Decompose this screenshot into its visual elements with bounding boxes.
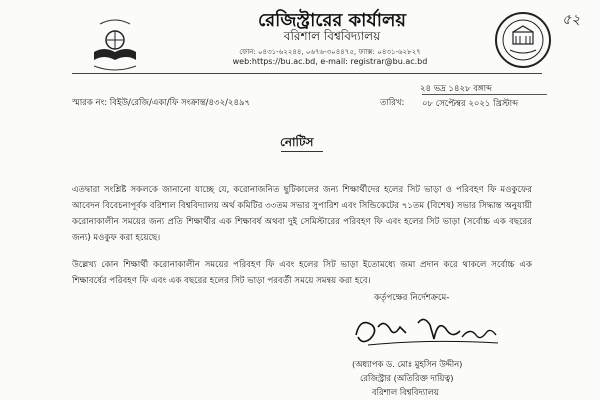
university-seal-icon xyxy=(492,10,554,70)
by-order-line: কর্তৃপক্ষের নির্দেশক্রমে- xyxy=(374,293,450,303)
ref-label: স্মারক নং: xyxy=(72,98,108,108)
signatory-role: রেজিস্ট্রার (অতিরিক্ত দায়িত্ব) xyxy=(360,373,454,383)
reference-number xyxy=(72,96,250,110)
signatory-university: বরিশাল বিশ্ববিদ্যালয় xyxy=(372,387,439,397)
handwritten-signature-icon xyxy=(348,305,508,353)
notice-paragraph-1: এতদ্বারা সংশ্লিষ্ট সকলকে জানানো যাচ্ছে যে, করোনাজনিত ছুটিকালের জন্য শিক্ষার্থীদের হলের সিট ভাড়া ও পরিবহণ ফি মওকুফের আবেদন বিবেচনাপূর্বক বরিশাল বিশ্ববিদ্যালয় অর্থ কমিটির ৩৩তম সভার সুপারিশ এবং সিন্ডিকেটের ৭১তম (বিশেষ) সভার সিদ্ধান্ত অনুযায়ী করোনাকালীন সময়ের জন্য প্রতি শিক্ষার্থীর এক শিক্ষাবর্ষ অথবা দুই সেমিস্টারের পরিবহণ ফি এবং হলের সিট ভাড়া (সর্বোচ্চ এক বছরের জন্য) মওকুফ করা হয়েছে। xyxy=(72,185,532,243)
date-bangla: ২৪ ভদ্র ১৪২৮ বঙ্গাব্দ xyxy=(420,84,493,94)
date-gregorian: ০৮ সেপ্টেম্বর ২০২১ খ্রিস্টাব্দ xyxy=(422,99,519,109)
signatory-name: (অধ্যাপক ড. মোঃ মুহসিন উদ্দীন) xyxy=(352,359,463,369)
university-emblem-icon xyxy=(80,16,150,76)
header-divider xyxy=(72,73,542,74)
notice-title-underline xyxy=(281,151,323,152)
university-name: বরিশাল বিশ্ববিদ্যালয় xyxy=(283,29,381,43)
date-divider xyxy=(422,94,547,95)
phone-line: ফোন: ০৪৩১-৬২২৪৪, ০৬৭৬-৩০৪৪৭৫, ফ্যাক্স: ০৪৩১-৬২৮২৭ xyxy=(239,48,421,56)
web-line: web:https://bu.ac.bd, e-mail: registrar@bu.ac.bd xyxy=(232,57,428,66)
office-title: রেজিস্ট্রারের কার্যালয় xyxy=(257,10,407,31)
ref-value: বিইউ/রেজি/একা/ফি সংক্রান্ত/৪৩২/২৪৯৭ xyxy=(109,98,251,108)
date-label: তারিখ: xyxy=(380,98,405,108)
notice-paragraph-2: উল্লেখ্য কোন শিক্ষার্থী করোনাকালীন সময়ের পরিবহণ ফি এবং হলের সিট ভাড়া ইতোমধ্যে জমা প্রদান করে থাকলে সর্বোচ্চ এক শিক্ষাবর্ষের পরিবহণ ফি এবং এক বছরের হলের সিট ভাড়া পরবর্তী সময়ে সমন্বয় করা হবে। xyxy=(72,260,532,286)
page-number: ৫২ xyxy=(562,12,581,28)
notice-title: নোটিস xyxy=(280,135,314,149)
